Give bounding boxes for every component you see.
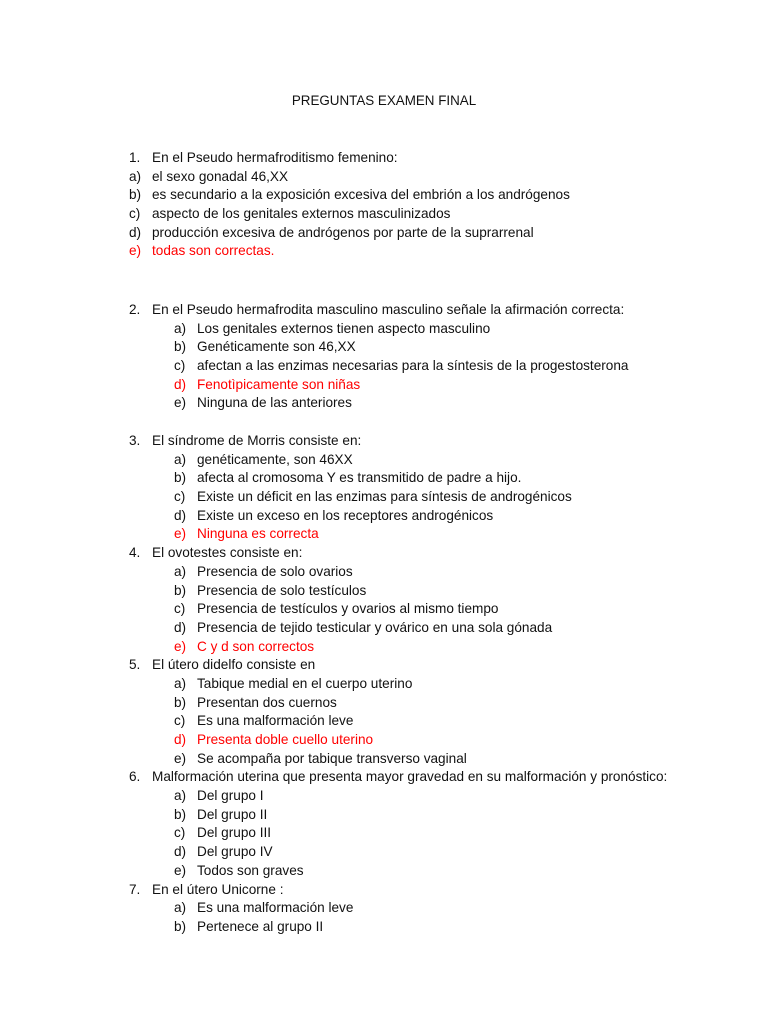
option-b [0, 918, 768, 937]
option-e [0, 862, 768, 881]
option-text: afectan a las enzimas necesarias para la síntesis de la progestosterona [197, 358, 629, 374]
option-e-correct [0, 242, 768, 261]
option-letter: c) [174, 489, 186, 505]
question-line [0, 768, 768, 787]
question-text: En el Pseudo hermafroditismo femenino: [152, 150, 398, 165]
option-letter: a) [129, 168, 142, 184]
option-text: Todos son graves [197, 862, 304, 878]
option-a [0, 675, 768, 694]
option-d [0, 619, 768, 638]
option-d [0, 843, 768, 862]
question-number: 6. [129, 769, 141, 785]
question-number: 2. [129, 302, 141, 317]
option-letter: c) [174, 358, 186, 374]
option-text: Presencia de tejido testicular y ovárico en una sola gónada [197, 619, 553, 635]
option-letter: e) [129, 243, 142, 259]
questions-3-to-7 [0, 432, 768, 937]
option-letter: b) [174, 806, 187, 822]
question-5 [0, 656, 768, 768]
option-a [0, 899, 768, 918]
option-letter: e) [174, 862, 187, 878]
option-e [0, 750, 768, 769]
question-1 [0, 149, 768, 261]
question-line [0, 881, 768, 900]
option-letter: a) [174, 675, 187, 691]
option-text: Presencia de solo testículos [197, 582, 367, 598]
option-letter: b) [174, 470, 187, 486]
option-letter: d) [174, 376, 187, 392]
option-text: Es una malformación leve [197, 713, 354, 729]
option-letter: e) [174, 526, 187, 542]
option-letter: b) [129, 187, 142, 203]
question-text: Malformación uterina que presenta mayor gravedad en su malformación y pronóstico: [152, 769, 668, 785]
option-letter: e) [174, 638, 187, 654]
question-line [0, 656, 768, 675]
option-text: Presentan dos cuernos [197, 694, 337, 710]
option-text: Tabique medial en el cuerpo uterino [197, 675, 413, 691]
option-d [0, 224, 768, 243]
option-b [0, 694, 768, 713]
option-text: C y d son correctos [197, 638, 315, 654]
option-a [0, 320, 768, 339]
option-letter: d) [174, 844, 187, 860]
option-text: Ninguna es correcta [197, 526, 319, 542]
question-number: 5. [129, 657, 141, 673]
option-text: aspecto de los genitales externos masculinizados [152, 206, 451, 222]
option-text: todas son correctas. [152, 243, 275, 259]
option-d-correct [0, 731, 768, 750]
option-text: el sexo gonadal 46,XX [152, 168, 289, 184]
question-text: El útero didelfo consiste en [152, 657, 316, 673]
option-c [0, 712, 768, 731]
option-letter: a) [174, 788, 187, 804]
option-text: afecta al cromosoma Y es transmitido de padre a hijo. [197, 470, 522, 486]
option-a [0, 168, 768, 187]
option-d [0, 507, 768, 526]
option-text: producción excesiva de andrógenos por parte de la suprarrenal [152, 224, 534, 240]
question-text: El síndrome de Morris consiste en: [152, 433, 362, 448]
option-text: Presencia de solo ovarios [197, 563, 353, 579]
question-text: En el Pseudo hermafrodita masculino masculino señale la afirmación correcta: [152, 302, 625, 317]
option-letter: d) [174, 732, 187, 747]
option-b [0, 469, 768, 488]
question-2 [0, 301, 768, 413]
option-text: Presenta doble cuello uterino [197, 732, 374, 747]
option-letter: d) [174, 619, 187, 635]
option-b [0, 338, 768, 357]
question-6 [0, 768, 768, 880]
option-text: Ninguna de las anteriores [197, 395, 352, 411]
question-line [0, 432, 768, 451]
option-letter: c) [174, 713, 186, 729]
question-line [0, 301, 768, 320]
option-letter: a) [174, 451, 187, 467]
option-letter: b) [174, 918, 187, 934]
option-text: Existe un exceso en los receptores androgénicos [197, 507, 494, 523]
option-c [0, 824, 768, 843]
option-c [0, 205, 768, 224]
question-number: 4. [129, 545, 141, 561]
option-text: Se acompaña por tabique transverso vaginal [197, 750, 467, 766]
option-letter: a) [174, 320, 187, 336]
option-a [0, 787, 768, 806]
option-a [0, 563, 768, 582]
question-line [0, 149, 768, 168]
option-text: Del grupo IV [197, 844, 273, 860]
option-text: Genéticamente son 46,XX [197, 339, 356, 355]
option-text: Los genitales externos tienen aspecto masculino [197, 320, 491, 336]
option-b [0, 806, 768, 825]
option-c [0, 357, 768, 376]
option-b [0, 582, 768, 601]
question-text: El ovotestes consiste en: [152, 545, 303, 561]
option-text: genéticamente, son 46XX [197, 451, 353, 467]
option-letter: a) [174, 563, 187, 579]
option-letter: e) [174, 750, 187, 766]
option-c [0, 488, 768, 507]
option-e-correct [0, 638, 768, 657]
option-letter: d) [174, 507, 187, 523]
question-text: En el útero Unicorne : [152, 881, 284, 897]
question-4 [0, 544, 768, 656]
question-number: 7. [129, 881, 141, 897]
option-text: Pertenece al grupo II [197, 918, 324, 934]
option-letter: e) [174, 395, 187, 411]
option-letter: c) [129, 206, 141, 222]
question-7 [0, 881, 768, 937]
option-letter: b) [174, 339, 187, 355]
option-letter: c) [174, 601, 186, 617]
option-d-correct [0, 376, 768, 395]
question-number: 3. [129, 433, 141, 448]
option-c [0, 600, 768, 619]
document-title: PREGUNTAS EXAMEN FINAL [291, 93, 477, 108]
option-text: Fenotìpicamente son niñas [197, 376, 361, 392]
option-letter: d) [129, 224, 142, 240]
option-e-correct [0, 525, 768, 544]
option-text: Existe un déficit en las enzimas para síntesis de androgénicos [197, 489, 572, 505]
option-letter: b) [174, 694, 187, 710]
option-b [0, 186, 768, 205]
option-text: es secundario a la exposición excesiva del embrión a los andrógenos [152, 187, 570, 203]
option-text: Del grupo I [197, 788, 264, 804]
option-text: Del grupo II [197, 806, 268, 822]
question-line [0, 544, 768, 563]
option-text: Presencia de testículos y ovarios al mismo tiempo [197, 601, 499, 617]
option-text: Es una malformación leve [197, 900, 354, 916]
option-a [0, 451, 768, 470]
option-letter: b) [174, 582, 187, 598]
question-number: 1. [129, 150, 141, 165]
option-letter: c) [174, 825, 186, 841]
option-letter: a) [174, 900, 187, 916]
option-text: Del grupo III [197, 825, 272, 841]
question-3 [0, 432, 768, 544]
option-e [0, 394, 768, 413]
